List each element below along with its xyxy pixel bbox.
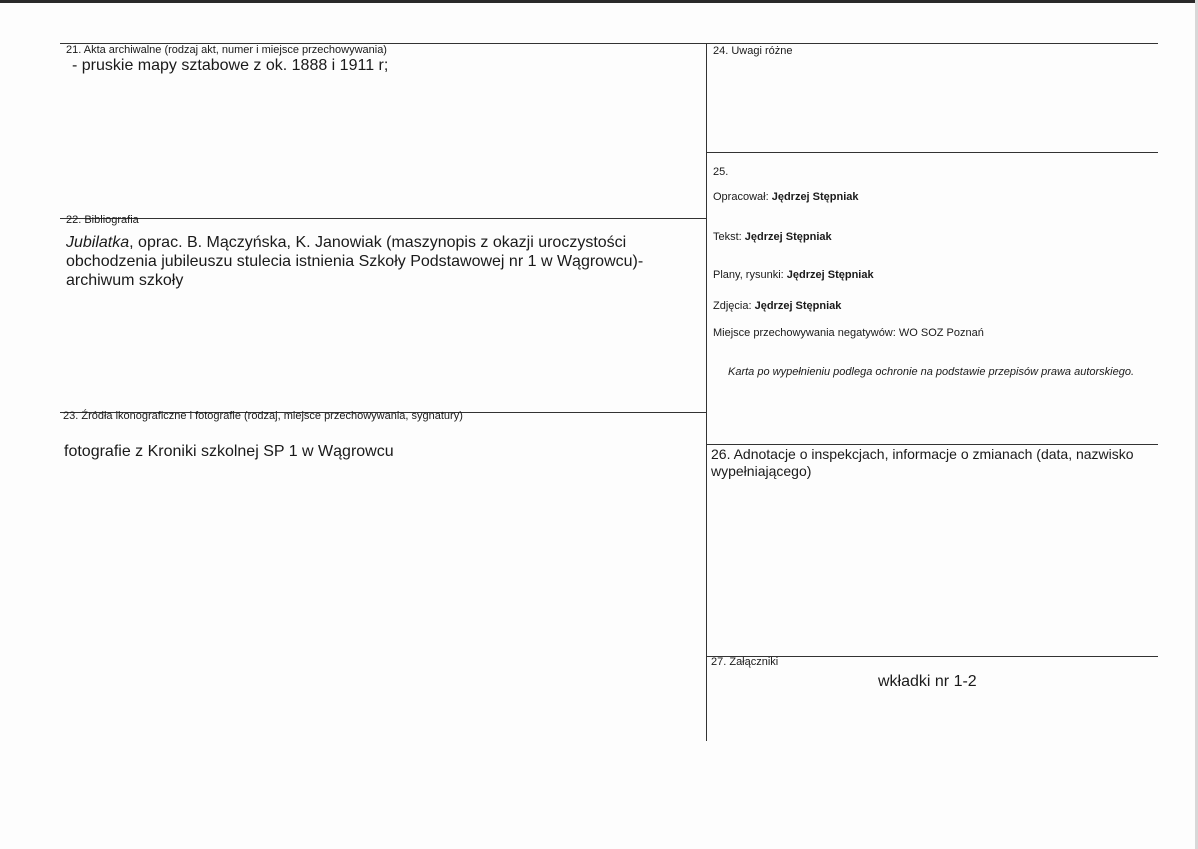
plany-row (713, 269, 874, 281)
plany-value: Jędrzej Stępniak (786, 269, 874, 281)
opracowal-row (713, 191, 859, 203)
section-24-label: 24. Uwagi różne (713, 45, 793, 57)
column-divider (706, 43, 707, 741)
section-22-line3: archiwum szkoły (66, 272, 184, 289)
divider-24-top (706, 43, 1158, 44)
section-27-content: wkładki nr 1-2 (878, 673, 977, 690)
copyright-note: Karta po wypełnieniu podlega ochronie na podstawie przepisów prawa autorskiego. (728, 366, 1135, 378)
tekst-label: Tekst: (713, 231, 742, 243)
tekst-value: Jędrzej Stępniak (744, 231, 832, 243)
tekst-row (713, 231, 832, 243)
opracowal-value: Jędrzej Stępniak (771, 191, 859, 203)
scan-top-edge (0, 0, 1198, 3)
divider-25-top (706, 152, 1158, 153)
zdjecia-label: Zdjęcia: (713, 300, 752, 312)
zdjecia-row (713, 300, 841, 312)
section-26-label-line2: wypełniającego) (711, 463, 812, 479)
section-26-label-line1: 26. Adnotacje o inspekcjach, informacje o zmianach (data, nazwisko (711, 446, 1134, 462)
section-23-label: 23. Źródła ikonograficzne i fotografie (rodzaj, miejsce przechowywania, sygnatury) (63, 410, 463, 422)
divider-26-top (706, 444, 1158, 445)
section-22-line1 (66, 233, 626, 252)
section-22-line2: obchodzenia jubileuszu stulecia istnienia Szkoły Podstawowej nr 1 w Wągrowcu)- (66, 253, 644, 270)
plany-label: Plany, rysunki: (713, 269, 784, 281)
section-25-label: 25. (713, 166, 729, 178)
opracowal-label: Opracował: (713, 191, 769, 203)
zdjecia-value: Jędrzej Stępniak (754, 300, 842, 312)
bibliography-title: Jubilatka (66, 234, 130, 251)
section-22-label: 22. Bibliografia (66, 214, 139, 226)
section-27-label: 27. Załączniki (711, 656, 779, 668)
section-21-content: - pruskie mapy sztabowe z ok. 1888 i 1911 r; (72, 57, 389, 74)
negatives-location: Miejsce przechowywania negatywów: WO SOZ Poznań (713, 327, 984, 339)
bibliography-line1-rest: , oprac. B. Mączyńska, K. Janowiak (maszynopis z okazji uroczystości (129, 234, 627, 251)
divider-22-top (60, 218, 706, 219)
section-23-content: fotografie z Kroniki szkolnej SP 1 w Wągrowcu (64, 443, 394, 460)
section-21-label: 21. Akta archiwalne (rodzaj akt, numer i miejsce przechowywania) (66, 44, 387, 56)
